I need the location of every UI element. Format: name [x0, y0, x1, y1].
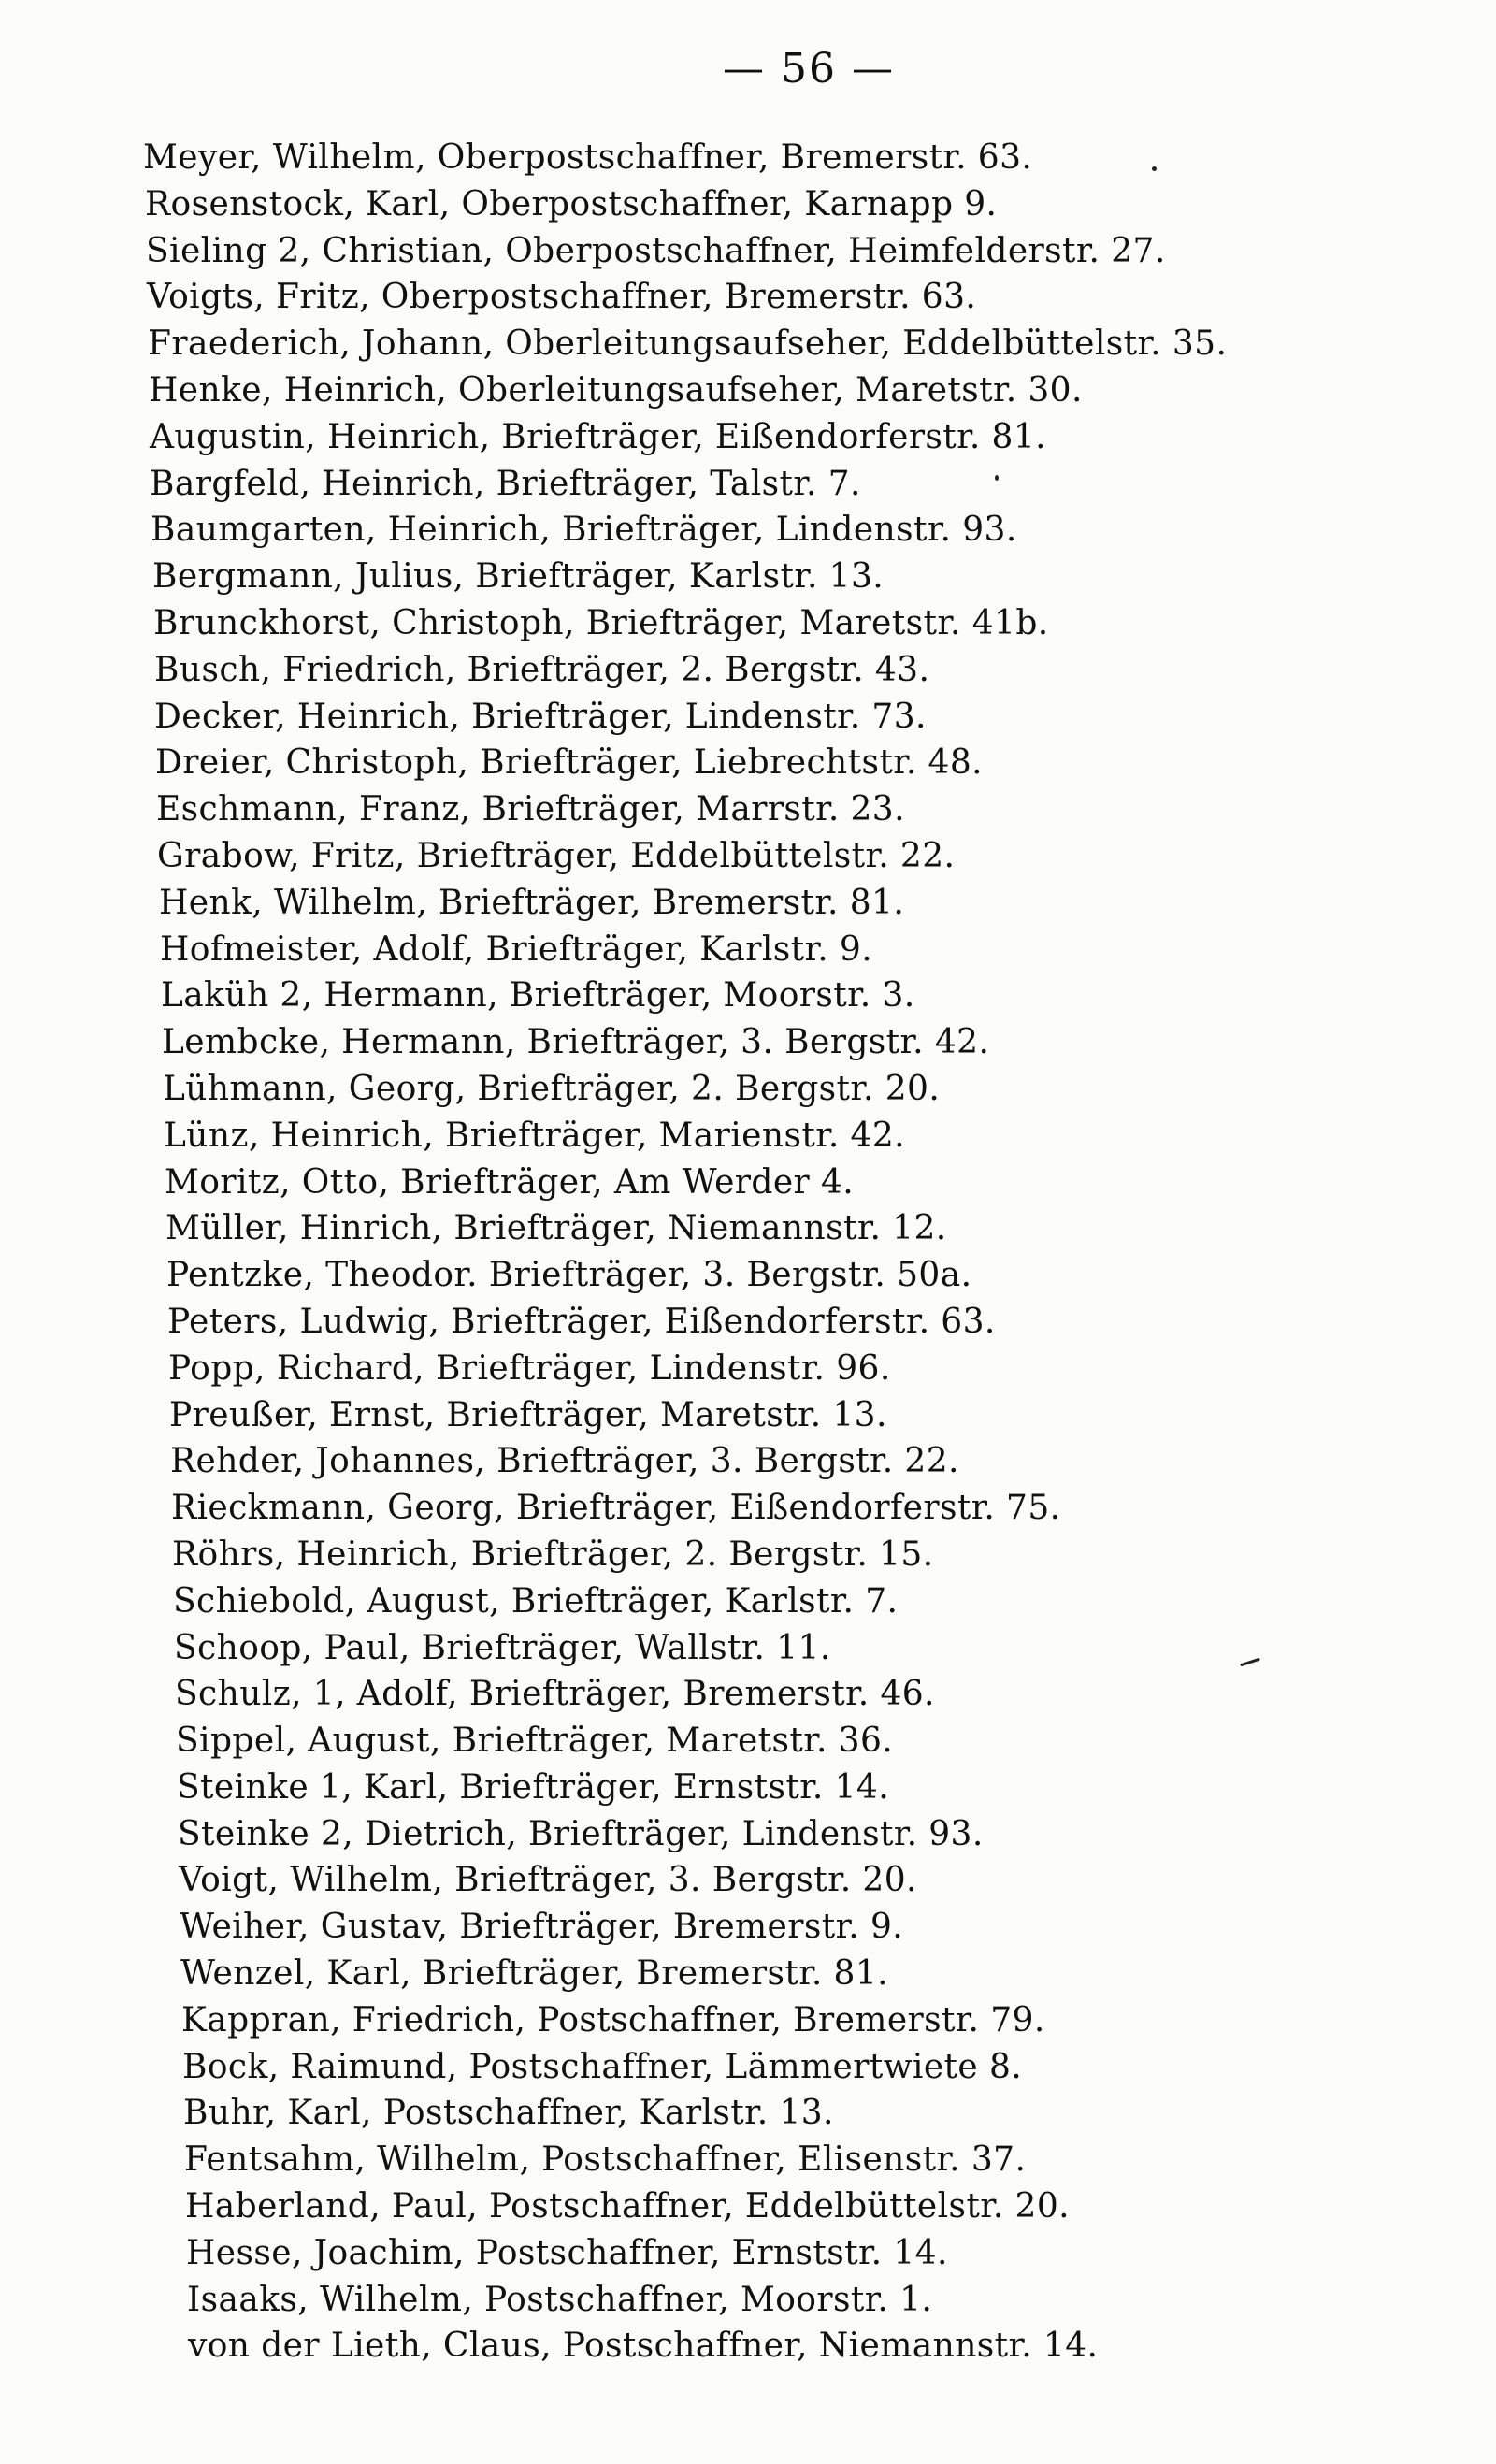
list-item: Baumgarten, Heinrich, Briefträger, Lindenstr. 93. — [151, 511, 1017, 550]
list-item: Grabow, Fritz, Briefträger, Eddelbüttelstr. 22. — [157, 836, 956, 875]
list-item: Isaaks, Wilhelm, Postschaffner, Moorstr. 1. — [187, 2280, 933, 2319]
list-item: Bargfeld, Heinrich, Briefträger, Talstr. 7. — [150, 464, 861, 503]
list-item: Sieling 2, Christian, Oberpostschaffner, Heimfelderstr. 27. — [146, 231, 1166, 270]
list-item: Rosenstock, Karl, Oberpostschaffner, Karnapp 9. — [145, 184, 998, 223]
list-item: Henke, Heinrich, Oberleitungsaufseher, Maretstr. 30. — [149, 370, 1083, 410]
list-item: Hesse, Joachim, Postschaffner, Ernststr. 14. — [186, 2233, 948, 2272]
list-item: Buhr, Karl, Postschaffner, Karlstr. 13. — [183, 2094, 834, 2133]
ink-speck — [1152, 166, 1157, 171]
list-item: Dreier, Christoph, Briefträger, Liebrechtstr. 48. — [155, 743, 983, 783]
list-item: Peters, Ludwig, Briefträger, Eißendorferstr. 63. — [167, 1302, 996, 1341]
list-item: Schoop, Paul, Briefträger, Wallstr. 11. — [174, 1628, 831, 1667]
list-item: Henk, Wilhelm, Briefträger, Bremerstr. 81. — [159, 883, 905, 922]
list-item: Pentzke, Theodor. Briefträger, 3. Bergstr. 50a. — [166, 1256, 972, 1295]
list-item: Fentsahm, Wilhelm, Postschaffner, Elisenstr. 37. — [184, 2140, 1027, 2180]
list-item: Müller, Hinrich, Briefträger, Niemannstr. 12. — [165, 1209, 947, 1248]
list-item: Steinke 2, Dietrich, Briefträger, Lindenstr. 93. — [178, 1814, 984, 1853]
list-item: Preußer, Ernst, Briefträger, Maretstr. 13. — [169, 1395, 887, 1434]
list-item: Brunckhorst, Christoph, Briefträger, Maretstr. 41b. — [153, 603, 1049, 642]
list-item: Busch, Friedrich, Briefträger, 2. Bergstr. 43. — [154, 650, 930, 689]
list-item: Weiher, Gustav, Briefträger, Bremerstr. 9. — [180, 1908, 904, 1947]
list-item: Voigts, Fritz, Oberpostschaffner, Bremerstr. 63. — [147, 278, 977, 317]
list-item: Laküh 2, Hermann, Briefträger, Moorstr. 3. — [161, 976, 915, 1016]
list-item: Fraederich, Johann, Oberleitungsaufseher, Eddelbüttelstr. 35. — [148, 324, 1228, 364]
directory-list — [0, 135, 1496, 2370]
list-item: Voigt, Wilhelm, Briefträger, 3. Bergstr. 20. — [179, 1861, 917, 1900]
list-item: Sippel, August, Briefträger, Maretstr. 36. — [176, 1722, 894, 1761]
list-item: Röhrs, Heinrich, Briefträger, 2. Bergstr. 15. — [172, 1535, 934, 1574]
list-item: Moritz, Otto, Briefträger, Am Werder 4. — [165, 1162, 855, 1202]
list-item: Haberland, Paul, Postschaffner, Eddelbüttelstr. 20. — [185, 2187, 1071, 2226]
list-item: Wenzel, Karl, Briefträger, Bremerstr. 81. — [180, 1954, 888, 1994]
list-item: Schulz, 1, Adolf, Briefträger, Bremerstr. 46. — [175, 1675, 935, 1714]
list-item: von der Lieth, Claus, Postschaffner, Niemannstr. 14. — [188, 2327, 1099, 2366]
list-item: Meyer, Wilhelm, Oberpostschaffner, Bremerstr. 63. — [143, 138, 1033, 177]
list-item: Bock, Raimund, Postschaffner, Lämmertwiete 8. — [182, 2047, 1023, 2086]
list-item: Steinke 1, Karl, Briefträger, Ernststr. 14. — [177, 1767, 890, 1807]
ink-speck — [995, 475, 999, 481]
list-item: Hofmeister, Adolf, Briefträger, Karlstr. 9. — [160, 929, 873, 969]
list-item: Decker, Heinrich, Briefträger, Lindenstr. 73. — [154, 697, 927, 736]
list-item: Popp, Richard, Briefträger, Lindenstr. 96. — [168, 1348, 891, 1388]
list-item: Lünz, Heinrich, Briefträger, Marienstr. 42. — [164, 1116, 905, 1155]
list-item: Bergmann, Julius, Briefträger, Karlstr. 13. — [152, 557, 885, 597]
list-item: Rehder, Johannes, Briefträger, 3. Bergstr. 22. — [170, 1442, 959, 1481]
list-item: Augustin, Heinrich, Briefträger, Eißendorferstr. 81. — [150, 417, 1046, 456]
list-item: Lembcke, Hermann, Briefträger, 3. Bergstr. 42. — [162, 1023, 990, 1062]
list-item: Lühmann, Georg, Briefträger, 2. Bergstr. 20. — [163, 1069, 941, 1108]
list-item: Eschmann, Franz, Briefträger, Marrstr. 23. — [156, 790, 905, 829]
list-item: Kappran, Friedrich, Postschaffner, Bremerstr. 79. — [181, 2000, 1045, 2039]
list-item: Schiebold, August, Briefträger, Karlstr. 7. — [173, 1581, 899, 1621]
list-item: Rieckmann, Georg, Briefträger, Eißendorferstr. 75. — [171, 1489, 1061, 1528]
page-number: — 56 — — [723, 45, 895, 93]
